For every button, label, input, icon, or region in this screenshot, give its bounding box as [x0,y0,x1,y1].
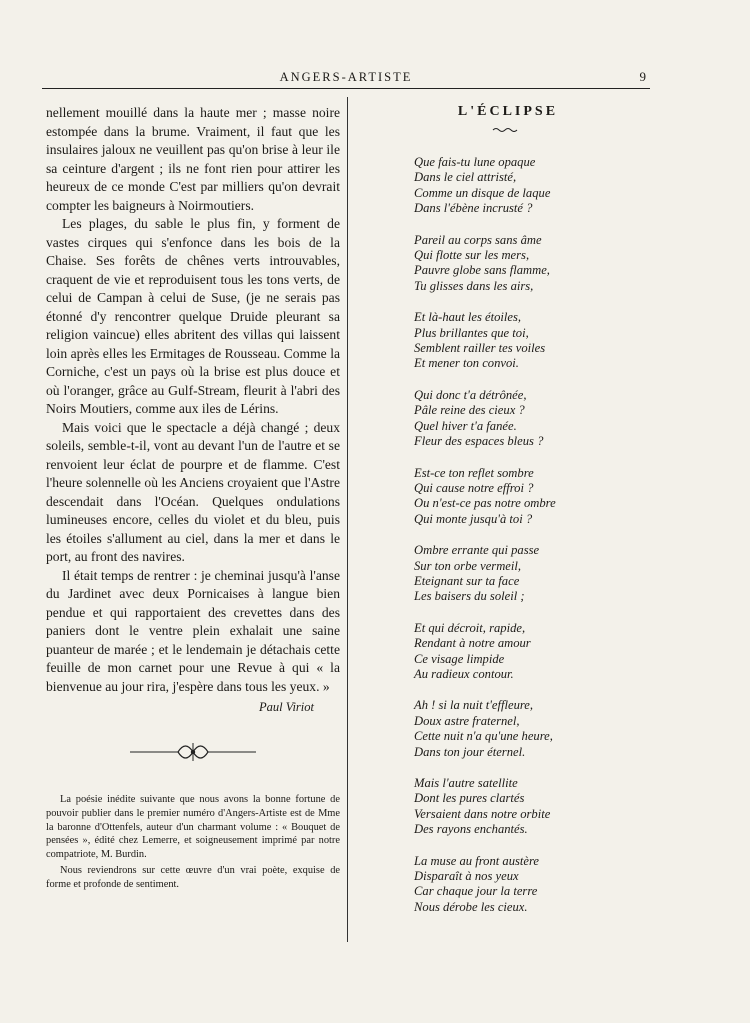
stanza [414,621,656,683]
right-column [356,104,656,931]
verse-line: Mais l'autre satellite [414,776,518,790]
verse-line: Qui flotte sur les mers, [414,248,530,263]
paragraph: Les plages, du sable le plus fin, y forment de vastes cirques qui s'enfonce dans les bois de la Chaise. Ses forêts de chênes verts introuvables, craquent de vie et reproduisent tous les tons verts, de celui de Campan à celui de Suse, (je ne serais pas étonné d'y rencontrer quelque Druide pleurant sa religion vaincue) elles abritent des villas qui laissent loin après elles les Ermitages de Rousseau. Comme la Corniche, c'est un pays où la brise est plus douce et où l'oranger, grâce au Gulf-Stream, fleurit à l'abri des Noirs Moutiers, comme aux iles de Lérins. [46,216,340,416]
running-title: ANGERS-ARTISTE [279,70,413,84]
verse-line: Et mener ton convoi. [414,356,519,371]
verse-line: Doux astre fraternel, [414,713,520,728]
verse-line: Rendant à notre amour [414,636,531,651]
verse-line: Qui cause notre effroi ? [414,480,534,495]
verse-line: Et qui décroit, rapide, [414,620,526,635]
verse-line: Pauvre globe sans flamme, [414,263,550,278]
verse-line: Ou n'est-ce pas notre ombre [414,496,556,511]
stanza [414,776,656,838]
verse-line: Dont les pures clartés [414,791,525,806]
stanza [414,466,656,528]
verse-line: Ce visage limpide [414,651,505,666]
note-paragraph: Nous reviendrons sur cette œuvre d'un vrai poète, exquise de forme et profonde de sentiment. [46,864,340,890]
stanza [414,854,656,916]
verse-line: Tu glisses dans les airs, [414,278,534,293]
verse-line: Sur ton orbe vermeil, [414,558,522,573]
page-header [42,66,650,89]
editorial-note [46,793,340,892]
column-divider [347,97,348,942]
verse-line: Pareil au corps sans âme [414,232,542,247]
verse-line: Ombre errante qui passe [414,543,540,558]
verse-line: Semblent railler tes voiles [414,341,546,356]
stanza [414,388,656,450]
verse-line: Des rayons enchantés. [414,822,528,837]
verse-line: Fleur des espaces bleus ? [414,434,544,449]
fleuron-ornament-icon [128,741,258,763]
verse-line: Disparaît à nos yeux [414,869,519,884]
stanza [414,155,656,217]
left-column [46,104,340,892]
stanza [414,310,656,372]
title-ornament-icon [492,126,520,132]
verse-line: Comme un disque de laque [414,185,551,200]
stanza [414,698,656,760]
page-number: 9 [639,69,646,84]
verse-line: Nous dérobe les cieux. [414,899,528,914]
verse-line: Dans le ciel attristé, [414,170,517,185]
verse-line: Que fais-tu lune opaque [414,155,536,169]
verse-line: Pâle reine des cieux ? [414,403,525,418]
poem-body [414,155,656,915]
verse-line: La muse au front austère [414,853,540,868]
verse-line: Dans l'ébène incrusté ? [414,201,533,216]
author-signature: Paul Viriot [259,700,314,714]
verse-line: Dans ton jour éternel. [414,744,526,759]
verse-line: Qui donc t'a détrônée, [414,387,527,402]
verse-line: Et là-haut les étoiles, [414,310,522,325]
verse-line: Quel hiver t'a fanée. [414,418,517,433]
stanza [414,233,656,295]
verse-line: Eteignant sur ta face [414,573,520,588]
verse-line: Car chaque jour la terre [414,884,538,899]
verse-line: Ah ! si la nuit t'effleure, [414,698,534,713]
poem-title: L'ÉCLIPSE [457,104,559,119]
paragraph: Mais voici que le spectacle a déjà changé ; deux soleils, semble-t-il, vont au devant l'un de l'autre et se renvoient leur éclat de pourpre et de flamme. C'est l'heure solennelle où les Anciens croyaient que l'Astre descendait dans l'Océan. Quelques ondulations lumineuses encore, celles du violet et du bleu, puis les étoiles s'allument au ciel, dans la mer et dans le port, au front des navires. [46,419,340,564]
verse-line: Qui monte jusqu'à toi ? [414,511,533,526]
verse-line: Les baisers du soleil ; [414,589,525,604]
verse-line: Versaient dans notre orbite [414,806,551,821]
verse-line: Plus brillantes que toi, [414,325,529,340]
verse-line: Est-ce ton reflet sombre [414,465,534,480]
verse-line: Cette nuit n'a qu'une heure, [414,729,553,744]
stanza [414,543,656,605]
paragraph: nellement mouillé dans la haute mer ; masse noire estompée dans la brume. Vraiment, il faut que les insulaires jaloux ne veuillent pas qu'on brise à leur ile sa ceinture d'argent ; ils ne font rien pour attirer les heureux de ce monde C'est par milliers qu'on devrait compter les baigneurs à Noirmoutiers. [46,105,340,213]
verse-line: Au radieux contour. [414,666,514,681]
note-paragraph: La poésie inédite suivante que nous avons la bonne fortune de pouvoir publier dans le premier numéro d'Angers-Artiste est de Mme la baronne d'Ottenfels, auteur d'un charmant volume : « Bouquet de pensées », édité chez Lemerre, et soigneusement imprimé par notre compatriote, M. Burdin. [46,794,340,861]
paragraph: Il était temps de rentrer : je cheminai jusqu'à l'anse du Jardinet avec deux Pornicaises à langue bien pendue et qui rapportaient des crevettes dans des paniers dont le ventre plein exhalait une saine puanteur de marée ; et le lendemain je détachais cette feuille de mon carnet pour une Revue à qui « la bienvenue au jour rira, j'espère dans tous les yeux. » [46,567,340,694]
